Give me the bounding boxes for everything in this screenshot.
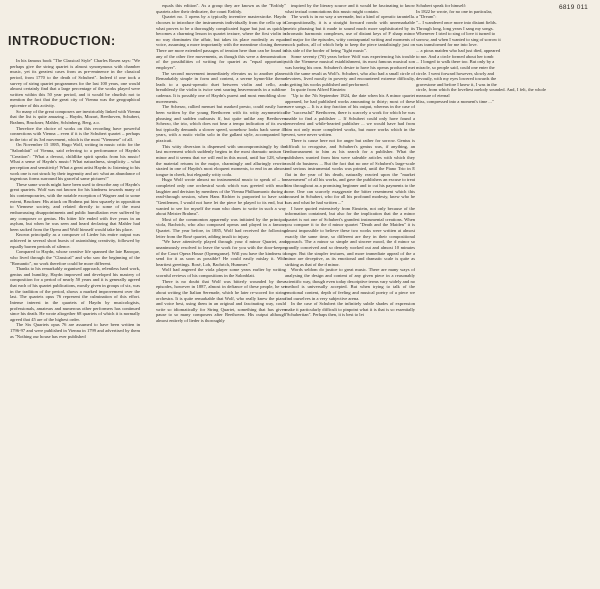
paragraph: I have quoted extensively from Einstein, not only because of the information contained, but also for the implication that the a minor quartet is not one of Schubert's grandest instrumental creations. When you compare it to the d minor quartet "Death and the Maiden" it is almost impossible to believe these two works were written at almost exactly the same time, so different are they in their compositional approach. The a minor so simple and sincere mood, the d minor so grandly conceived and so densely worked out and almost 10 minutes longer. But the simpler textures, and more immediate appeal of the a minor are deceptive, as its emotional and dramatic scale is quite as striking as that of the d minor. xyxy=(285,205,415,267)
paragraph: The Six Quartets opus 76 are assumed to have been written in 1796-97 and were published in Vienna in 1799 and advertised by them as "Nothing our house has ever published xyxy=(10,322,140,339)
paragraph: inspired by the literary source and it would be fascinating to know what textual connotations this music might contain. xyxy=(285,3,415,14)
verse-line: a "Dream": xyxy=(416,14,437,20)
paragraph: Some seventy (70) years before Wolf was experiencing his trouble with the Viennese musical establishment, its most famous musical son was having his own. Schubert's desire to have his operas produced met with the same result as Wolf's. Schubert, who also had a small circle of devotees, lived mostly in poverty and encountered extreme difficulty, in getting his works published and performed. xyxy=(285,53,415,87)
paragraph: On November 15 1885, Hugo Wolf, writing in music critic for the "Salonblatt" of Vienna, said referring to a performance of Haydn's "Creation": "What a devout, childlike spirit speaks from his music! What a sense of Haydn's music! What naturalness, simplicity – what perception and sensitivity! What a great artist Haydn is: listening to his work one is not struck by their ingenuity and art: what an abundance of ingenious forms surround his graceful same pictures!" xyxy=(10,142,140,182)
paragraph: Therefore the choice of works on this recording have powerful connections with Vienna – even if it is the Schubert quartet – perhaps in the trio of its 3rd movement, which is the most "Viennese" of all. xyxy=(10,125,140,142)
paragraph: The work is in no way a serenade, but a kind of operatic tarantella. Compositionally, it is a straight forward rondo with unremarkable metric phrasing but it made to sound much more sophisticated by its chromatic harmonic complexes, use of distant keys of F sharp minor and major for the episodes, witty contrapuntal writing and moments of mock pathos, all of which help to keep the piece tantalisingly just on this side of the border of being "light music". xyxy=(285,14,415,53)
verse-line: Through long, long years I sang my songs. xyxy=(416,25,494,31)
verse-line: "... I wandered once more into distant fields. xyxy=(416,19,497,25)
paragraph: Wolf had angered the viola player some years earlier by writing scornful reviews of his compositions in the Salonblatt. xyxy=(156,267,286,278)
paragraph: There is no doubt that Wolf was bitterly wounded by these episodes, however in 1887, almost in defiance of these people, he set about writing the Italian Serenade, which he later re-scored for string orchestra. It is quite remarkable that Wolf, who really knew the piano and voice best, using them in an original and fascinating way, could write so idiomatically for String Quartet, something that has given pause to so many composers after Beethoven. His output although almost entirely of lieder is thoroughly xyxy=(156,278,286,323)
text-column-1 xyxy=(10,58,140,586)
verse-line: sorrow, and when I wanted to sing of sorrow it xyxy=(416,36,501,42)
text-column-3 xyxy=(285,3,415,586)
paragraph: There is cause here not for anger but rather for sorrow. Genius is difficult to recognise, and Schubert's genius was, if anything, an embarrassment to him as his search for a publisher. What the publishers wanted from him were saleable articles with which they could do business ... But the fact that no one of Schubert's large-scale and serious instrumental works was printed, until the Piano Trio in E flat in the year of his death, naturally reacted upon the "market assessment" of all his works, and gave the publishers an excuse to treat him throughout as a promising beginner and to cut his payments to the bone. One can scarcely exaggerate the bitter resentment which this aroused in Schubert, who for all his profound modesty, knew who he was and what he had written ..." xyxy=(285,138,415,205)
paragraph: The Scherzo, rallied menuet but marked presto, could easily have been written by the young Beethoven with its witty asymmetrical phrasing and sudden outbursts ff, but quite unlike any Beethoven Scherzo, the trio, which does not bear a tempo indication of its own, but typically demands a slower speed, somehow looks back some 40 years, with a rustic violin solo in the gallant style, accompanied by pizzicati. xyxy=(156,104,286,143)
verse-line: was transformed for me into love. xyxy=(416,42,478,48)
paragraph: These same words might have been used to describe any of Haydn's great quartets. Wolf was not known for his kindness towards many of his contemporaries, with the notable exception of Wagner and to some extent, Bruckner. His attack on Brahms put him squarely in opposition to Viennese society, and related directly to some of the most embarrassing disappointments and public humiliation ever suffered by any composer or genius. His bitter life ended with five years in an asylum, but when he was seen and heard declaring that Mahler had been sacked from the Opera and Wolf himself would take his place. xyxy=(10,181,140,232)
verse-line: to me. And a circle formed about her tomb xyxy=(416,53,494,59)
paragraph: "We have attentively played through your d minor Quartet, and unanimously resolved to leave the work for you with the door-keeper of the Court Opera House (Opernganse). Will you have the kindness to send for it as soon as possible? He could easily mislay it. With heartiest greetings. Rosé, Lob, Bachrich, Hummer." xyxy=(156,239,286,267)
verse-line: gravestone and before I knew it, I was in the xyxy=(416,81,497,87)
catalog-number: 6819 011 xyxy=(558,4,588,11)
verse-line: ... a pious maiden who had just died, appeared xyxy=(416,48,501,53)
paragraph: In the case of Schubert the infinitely subtle shades of expression make it particularly difficult to pinpoint what it is that is so essentially "Schubertian". Perhaps then, it is best to let xyxy=(285,301,415,318)
verse-line: circle, from which the loveliest melody sounded. And, I felt, the whole measure of eternal xyxy=(416,87,546,98)
paragraph: Quartet no. 1 opens by a typically inventive masterstroke. Haydn chooses to introduce the instruments individually from the cello up in what proves to be a thoroughly complicated fugue but just as quickly becomes a charming lesson in quartet texture, where the first violin in no way dominates the affair, but takes its place modestly as equal voice, assuming a more importantly with the meantime closing theme. There are more extended passages of tension here than can be found in any of the other five movements, as though this were a demonstration of the possibilities of writing for quartet as "equal opportunity employer". xyxy=(156,14,286,70)
paragraph: In quote from Alfred Einstein: xyxy=(291,87,347,93)
paragraph: "Up to the 7th September 1824, the date when his A minor quartet appeared, he had published works amounting to thirty; most of these were songs ... It is a tiny fraction of his output, whereas in the case of the "successful" Beethoven, there is scarcely a work for which he was unable to find a publisher ... If Schubert could only have found a benevolent and while-hearted publisher ... we would have had from him not only more completed works, but more works which in the event, were never written. xyxy=(285,93,415,138)
paragraph: Words seldom do justice to great music. There are many ways of analysing the design and content of any given piece in a reasonably scientific way, though even today descriptive terms vary widely and no method is universally accepted. But when trying to talk of the emotional content, depth of feeling and musical poetry of a piece we find ourselves in a very subjective arena. xyxy=(285,267,415,301)
verse-line: miracle, so people said, could one enter the xyxy=(416,64,495,70)
verse-line: devoutly, with my eyes lowered towards the xyxy=(416,76,497,82)
text-column-4 xyxy=(416,3,546,586)
verse-line: Whenever I tried to sing of love it turned to xyxy=(416,31,496,37)
verse-line: bliss, compressed into a moment's time ..." xyxy=(416,98,494,104)
paragraph: So many of the great composers are inextricably linked with Vienna that the list is quite amazing – Haydn, Mozart, Beethoven, Schubert, Brahms, Bruckner, Mahler, Schönberg, Berg, a.o. xyxy=(10,108,140,125)
paragraph: Known principally as a composer of Lieder his entire output was achieved in several short bursts of astonishing creativity, followed by equally barren periods of silence. xyxy=(10,232,140,249)
paragraph: The second movement immediately elevates us to another plane. Remarkably simple in form and content, a serene hymn-like theme leads to a quasi-operatic duet between violin and cello, and breathlessly the violin is twice sent soaring heavenwards in a sublime cadenza. It is possibly one of Haydn's purest and most ennobling slow movements. xyxy=(156,70,286,104)
verse-line: circle. I went forward however, slowly and xyxy=(416,70,495,76)
paragraph: Compared to Haydn, whose creative life spanned the late Baroque, who lived through the "Classical" and who saw the beginning of the "Romantic", no work therefore could be more different. xyxy=(10,249,140,266)
paragraph: Hugo Wolf wrote almost no instrumental music to speak of – he completed only one orchestral work which was greeted with much laughter and derision by members of the Vienna Philharmonic during a read-through session, when Hans Richter is purported to have said "Gentlemen, I would not have let the piece be played to its end, but I wanted to see for myself the man who dares to write in such a way about Meister Brahms". xyxy=(156,177,286,217)
paragraph: In his famous book "The Classical Style" Charles Rosen says: "We perhaps give the string quartet is almost synonymous with chamber music, yet its greatest cases from as pre-eminence in the classical period, from 1770 to the death of Schubert". Indeed if one took a survey of string quartet programmes for the last 100 years, one would almost certainly find that a large percentage of the works played were written within this 50 year period, and it would be churlish not to mention the fact that the great city of Vienna was the geographical epicentre of this activity. xyxy=(10,58,140,108)
page-title: INTRODUCTION: xyxy=(8,34,116,48)
text-column-2 xyxy=(156,3,286,586)
paragraph: Most of the commonton apparently was initiated by the principal viola, Bachrich, who also composed operas and played in a famous Quartet. The year before, in 1885, Wolf had received the following letter from the Rosé quartet, adding insult to injury. xyxy=(156,216,286,239)
lead-line: Schubert speak for himself: xyxy=(416,3,467,8)
paragraph: This witty diversion is dispensed with uncompromisingly by the last movement which suddenly begins in the most dramatic unison G minor and it seems that we will end in this mood, until bar 128, when the material returns in the major, charmingly and alluringly rewrite strated in one of Haydn's most eloquent moments, to end in an almost tongue in cheek, but elegantly witty coda. xyxy=(156,143,286,177)
dream-quote xyxy=(416,9,546,105)
paragraph: Thanks to his remarkably organised approach, relentless hard work, genius and humility, Haydn improved and developed his mastery of composition for a period of nearly 50 years and it is generally agreed that each of his quartet publications, mostly given in groups of six, was in the tradition of the period, shows a marked improvement over the last. The quartets opus 76 represent the culmination of this effort. Intense interest in the quartets of Haydn by musicologists, professionals, amateurs and numerous other performers has continued since his death. He wrote altogether 68 quartets of which it is normally agreed that 45 are of the highest order. xyxy=(10,266,140,322)
paragraph: equals this edition". As a group they are known as the "Erdödy" quartets after their dedicatee, the count Erdödy. xyxy=(156,3,286,14)
verse-line: In 1822 he wrote, for no one in particular, xyxy=(416,8,493,14)
verse-line: ... I longed to walk there too. But only by a xyxy=(416,59,495,65)
